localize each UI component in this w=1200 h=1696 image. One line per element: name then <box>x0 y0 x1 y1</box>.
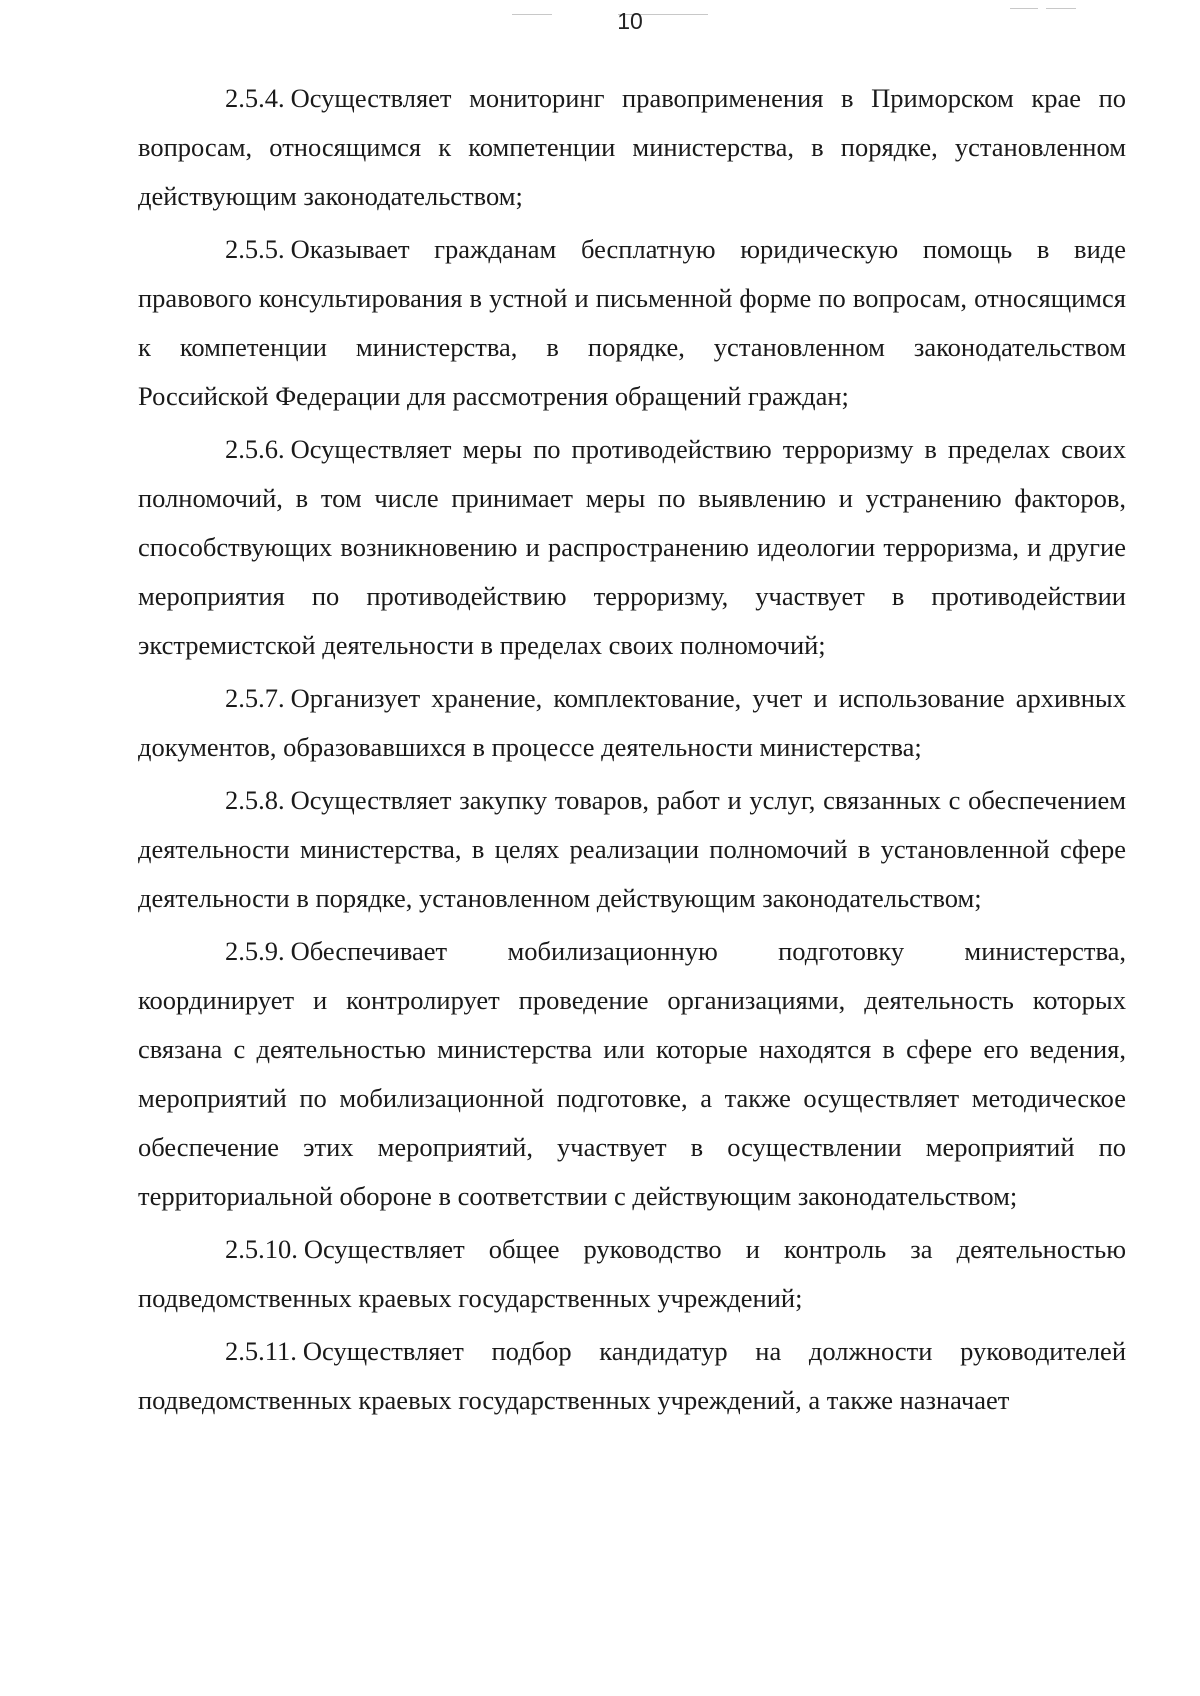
paragraph-2-5-7 <box>138 674 1126 772</box>
paragraph-2-5-6 <box>138 425 1126 670</box>
document-body <box>138 74 1126 1429</box>
clause-text: Оказывает гражданам бесплатную юридическую помощь в виде правового консультирования в устной и письменной форме по вопросам, относящимся к компетенции министерства, в порядке, установленном законодательством Российской Федерации для рассмотрения обращений граждан; <box>138 234 1126 411</box>
clause-text: Осуществляет подбор кандидатур на должности руководителей подведомственных краевых государственных учреждений, а также назначает <box>138 1336 1126 1415</box>
clause-number: 2.5.11. <box>225 1336 297 1366</box>
paragraph-2-5-4 <box>138 74 1126 221</box>
clause-text: Организует хранение, комплектование, учет и использование архивных документов, образовавшихся в процессе деятельности министерства; <box>138 683 1126 762</box>
paragraph-2-5-9 <box>138 927 1126 1221</box>
page-number: 10 <box>617 8 643 34</box>
clause-text: Обеспечивает мобилизационную подготовку министерства, координирует и контролирует проведение организациями, деятельность которых связана с деятельностью министерства или которые находятся в сфере его ведения, мероприятий по мобилизационной подготовке, а также осуществляет методическое обеспечение этих мероприятий, участвует в осуществлении мероприятий по территориальной обороне в соответствии с действующим законодательством; <box>138 936 1126 1211</box>
clause-number: 2.5.4. <box>225 83 285 113</box>
clause-number: 2.5.10. <box>225 1234 298 1264</box>
clause-text: Осуществляет общее руководство и контроль за деятельностью подведомственных краевых государственных учреждений; <box>138 1234 1126 1313</box>
clause-text: Осуществляет мониторинг правоприменения в Приморском крае по вопросам, относящимся к компетенции министерства, в порядке, установленном действующим законодательством; <box>138 83 1126 211</box>
clause-number: 2.5.9. <box>225 936 285 966</box>
clause-number: 2.5.5. <box>225 234 285 264</box>
paragraph-2-5-5 <box>138 225 1126 421</box>
paragraph-2-5-8 <box>138 776 1126 923</box>
clause-number: 2.5.6. <box>225 434 285 464</box>
clause-number: 2.5.8. <box>225 785 285 815</box>
clause-text: Осуществляет закупку товаров, работ и услуг, связанных с обеспечением деятельности министерства, в целях реализации полномочий в установленной сфере деятельности в порядке, установленном действующим законодательством; <box>138 785 1126 913</box>
paragraph-2-5-11 <box>138 1327 1126 1425</box>
paragraph-2-5-10 <box>138 1225 1126 1323</box>
clause-number: 2.5.7. <box>225 683 285 713</box>
clause-text: Осуществляет меры по противодействию терроризму в пределах своих полномочий, в том числе принимает меры по выявлению и устранению факторов, способствующих возникновению и распространению идеологии терроризма, и другие мероприятия по противодействию терроризму, участвует в противодействии экстремистской деятельности в пределах своих полномочий; <box>138 434 1126 660</box>
